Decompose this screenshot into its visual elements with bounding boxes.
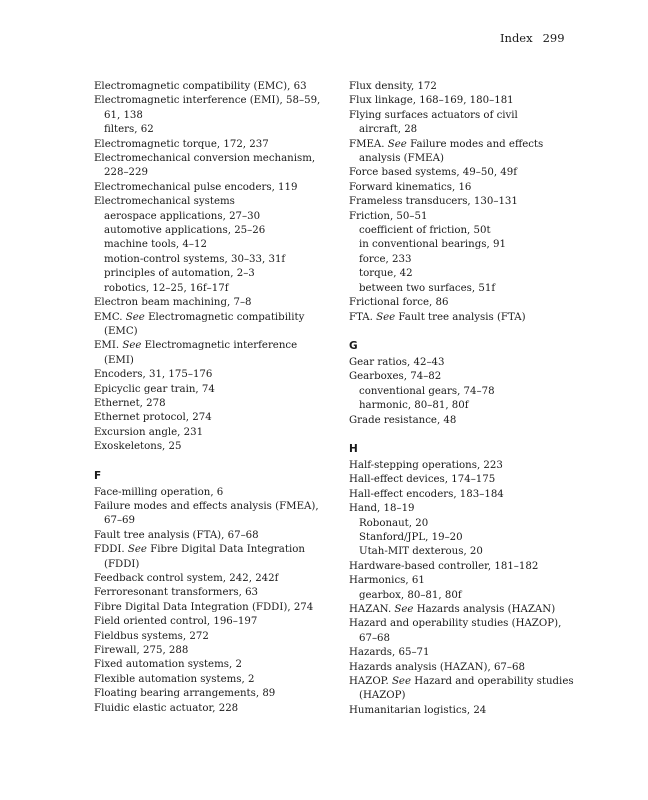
entry-target: Failure modes and effects xyxy=(406,138,544,150)
index-entry: Ethernet, 278 xyxy=(94,397,166,409)
index-entry: Floating bearing arrangements, 89 xyxy=(94,688,276,700)
index-subentry: conventional gears, 74–78 xyxy=(359,385,495,397)
index-subentry: principles of automation, 2–3 xyxy=(104,268,255,280)
entry-target: Hazards analysis (HAZAN) xyxy=(413,604,556,615)
index-entry: Flux linkage, 168–169, 180–181 xyxy=(349,95,514,107)
index-entry-continuation: (EMI) xyxy=(104,354,134,366)
index-entry: Electromechanical conversion mechanism, xyxy=(94,153,316,165)
see-reference: See xyxy=(127,544,147,556)
index-subentry: coefficient of friction, 50t xyxy=(359,225,491,237)
index-subentry: between two surfaces, 51f xyxy=(359,282,496,294)
see-reference: See xyxy=(391,676,411,688)
index-entry: Face-milling operation, 6 xyxy=(94,486,224,498)
index-entry: Feedback control system, 242, 242f xyxy=(94,573,279,584)
index-entry: Hall-effect encoders, 183–184 xyxy=(349,488,504,500)
index-column-right xyxy=(349,80,609,718)
index-entry: Gear ratios, 42–43 xyxy=(349,356,445,368)
index-entry-continuation: (HAZOP) xyxy=(359,690,406,702)
entry-term: HAZOP. xyxy=(349,676,392,688)
index-entry xyxy=(349,675,609,689)
index-entry: Fieldbus systems, 272 xyxy=(94,630,209,642)
index-block xyxy=(349,80,609,325)
index-entry: Harmonics, 61 xyxy=(349,575,425,587)
index-entry: Ethernet protocol, 274 xyxy=(94,412,212,424)
section-letter-f: F xyxy=(94,469,102,482)
index-entry: Hazards, 65–71 xyxy=(349,647,430,659)
index-entry: Electromagnetic compatibility (EMC), 63 xyxy=(94,81,307,92)
section-letter-h: H xyxy=(349,442,358,455)
index-entry: Electromagnetic interference (EMI), 58–59, xyxy=(94,95,321,107)
index-entry: Field oriented control, 196–197 xyxy=(94,616,258,628)
index-subentry: motion-control systems, 30–33, 31f xyxy=(104,253,286,265)
index-entry-continuation: analysis (FMEA) xyxy=(359,153,444,165)
index-entry: Hazard and operability studies (HAZOP), xyxy=(349,618,562,630)
entry-target: Fault tree analysis (FTA) xyxy=(395,311,526,323)
index-entry: Half-stepping operations, 223 xyxy=(349,459,503,471)
index-entry xyxy=(94,543,354,557)
index-entry-continuation: (EMC) xyxy=(104,325,138,337)
index-entry: Failure modes and effects analysis (FMEA), xyxy=(94,500,319,512)
see-reference: See xyxy=(125,311,145,323)
index-entry: Electromagnetic torque, 172, 237 xyxy=(94,138,269,150)
index-subentry: in conventional bearings, 91 xyxy=(359,239,506,251)
index-subentry: filters, 62 xyxy=(104,124,154,136)
entry-term: FMEA. xyxy=(349,138,388,150)
index-block xyxy=(94,80,354,455)
index-block xyxy=(349,459,609,718)
index-entry: Exoskeletons, 25 xyxy=(94,441,182,453)
index-entry xyxy=(94,339,354,353)
index-entry-continuation: 61, 138 xyxy=(104,109,143,121)
index-entry-continuation: aircraft, 28 xyxy=(359,124,418,136)
index-entry: Grade resistance, 48 xyxy=(349,414,457,426)
see-reference: See xyxy=(376,311,396,323)
entry-term: HAZAN. xyxy=(349,604,395,615)
index-entry: Fault tree analysis (FTA), 67–68 xyxy=(94,529,259,541)
index-entry-continuation: (FDDI) xyxy=(104,558,140,570)
index-entry: Hall-effect devices, 174–175 xyxy=(349,474,496,486)
entry-term: EMC. xyxy=(94,311,126,323)
index-entry: Hazards analysis (HAZAN), 67–68 xyxy=(349,661,525,673)
index-block xyxy=(94,486,354,717)
index-entry xyxy=(94,311,354,325)
entry-term: FTA. xyxy=(349,311,377,323)
index-subentry: torque, 42 xyxy=(359,268,413,280)
index-subentry: Stanford/JPL, 19–20 xyxy=(359,531,463,543)
index-entry: Forward kinematics, 16 xyxy=(349,181,472,193)
see-reference: See xyxy=(122,340,142,352)
entry-target: Electromagnetic interference xyxy=(141,340,298,352)
index-entry: Hardware-based controller, 181–182 xyxy=(349,560,539,572)
index-entry: Hand, 18–19 xyxy=(349,503,415,515)
index-entry: Electromechanical systems xyxy=(94,196,235,208)
index-entry: Fluidic elastic actuator, 228 xyxy=(94,702,239,714)
index-entry: Gearboxes, 74–82 xyxy=(349,371,442,383)
index-subentry: force, 233 xyxy=(359,253,412,265)
index-entry: Flux density, 172 xyxy=(349,81,437,92)
index-entry-continuation: 67–68 xyxy=(359,632,391,644)
index-subentry: robotics, 12–25, 16f–17f xyxy=(104,282,229,294)
index-entry: Excursion angle, 231 xyxy=(94,426,204,438)
index-entry: Friction, 50–51 xyxy=(349,210,428,222)
index-entry: Humanitarian logistics, 24 xyxy=(349,704,487,716)
index-block xyxy=(349,356,609,428)
index-entry: Fibre Digital Data Integration (FDDI), 274 xyxy=(94,601,314,613)
index-entry: Epicyclic gear train, 74 xyxy=(94,383,215,395)
index-subentry: machine tools, 4–12 xyxy=(104,239,207,251)
index-entry: Encoders, 31, 175–176 xyxy=(94,369,213,381)
index-subentry: automotive applications, 25–26 xyxy=(104,225,266,237)
index-entry xyxy=(349,311,609,325)
index-column-left xyxy=(94,80,354,716)
index-entry: Frictional force, 86 xyxy=(349,297,449,309)
entry-target: Fibre Digital Data Integration xyxy=(146,544,305,556)
index-subentry: Utah-MIT dexterous, 20 xyxy=(359,546,483,558)
index-entry-continuation: 67–69 xyxy=(104,515,136,527)
entry-term: FDDI. xyxy=(94,544,128,556)
running-header xyxy=(500,31,565,45)
index-entry xyxy=(349,603,609,617)
index-entry: Force based systems, 49–50, 49f xyxy=(349,167,518,179)
index-entry: Ferroresonant transformers, 63 xyxy=(94,587,259,599)
index-entry: Flying surfaces actuators of civil xyxy=(349,109,518,121)
section-letter-g: G xyxy=(349,339,358,352)
entry-target: Hazard and operability studies xyxy=(410,676,574,688)
index-subentry: harmonic, 80–81, 80f xyxy=(359,400,469,412)
index-entry: Firewall, 275, 288 xyxy=(94,645,189,657)
index-entry: Flexible automation systems, 2 xyxy=(94,673,255,685)
header-label: Index xyxy=(500,31,533,45)
entry-term: EMI. xyxy=(94,340,123,352)
entry-target: Electromagnetic compatibility xyxy=(144,311,305,323)
index-entry: Electromechanical pulse encoders, 119 xyxy=(94,181,298,193)
page-number: 299 xyxy=(542,31,565,45)
index-subentry: Robonaut, 20 xyxy=(359,517,429,529)
see-reference: See xyxy=(387,138,407,150)
index-subentry: gearbox, 80–81, 80f xyxy=(359,589,462,601)
index-entry xyxy=(349,138,609,152)
index-entry: Frameless transducers, 130–131 xyxy=(349,196,518,208)
index-entry: Electron beam machining, 7–8 xyxy=(94,297,252,309)
index-entry-continuation: 228–229 xyxy=(104,167,148,179)
see-reference: See xyxy=(394,604,414,615)
index-subentry: aerospace applications, 27–30 xyxy=(104,210,261,222)
index-entry: Fixed automation systems, 2 xyxy=(94,659,242,671)
